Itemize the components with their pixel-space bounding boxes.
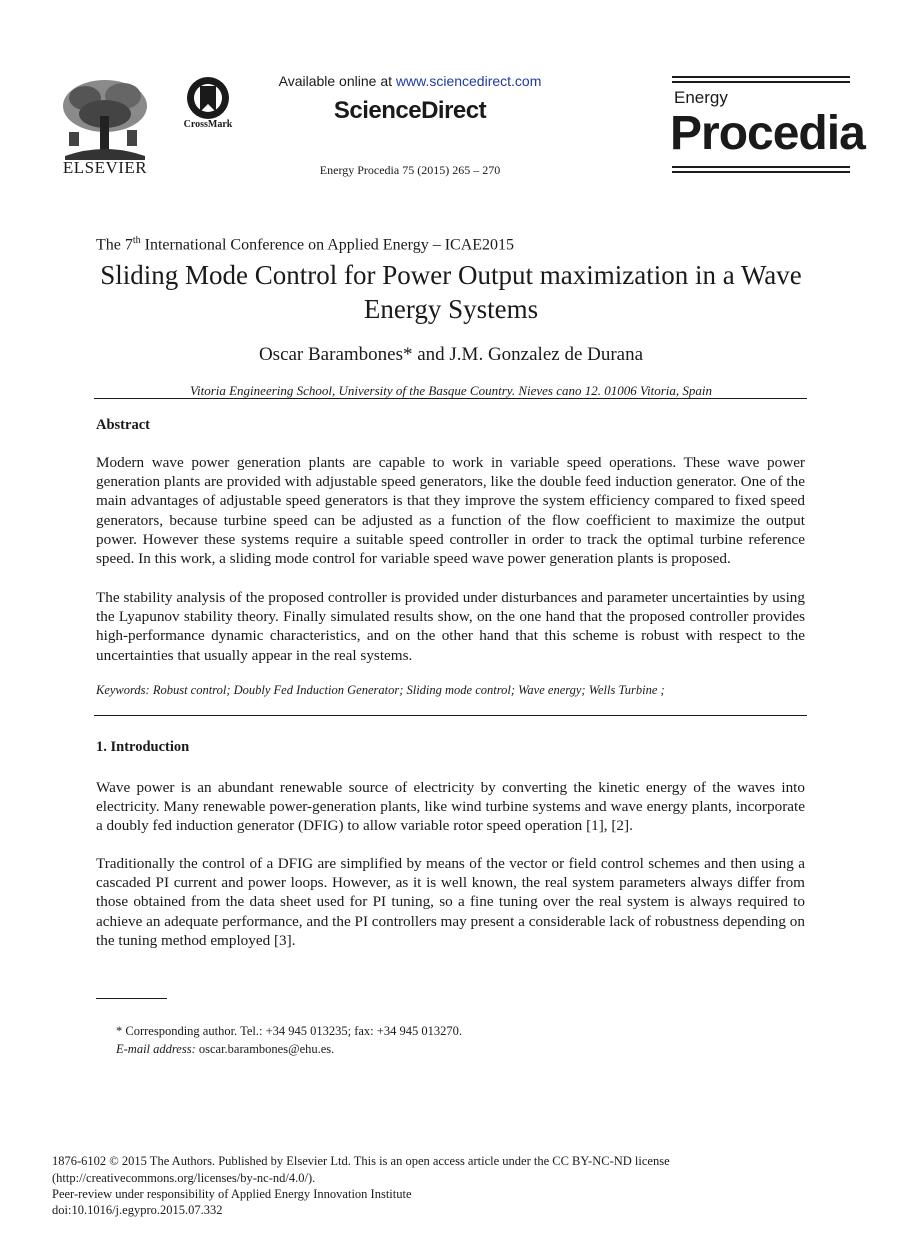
conference-prefix: The 7 bbox=[96, 236, 133, 254]
peer-review-line: Peer-review under responsibility of Applied Energy Innovation Institute bbox=[52, 1187, 412, 1201]
abstract-paragraph-1: Modern wave power generation plants are capable to work in variable speed operations. These wave power generation plants are provided with adjustable speed generators, like the double feed induction generator. One of the main advantages of adjustable speed generators is that they improve the system efficiency compared to fixed speed generators, because turbine speed can be adjusted as a function of the flow coefficient to maximize the output power. However these systems require a suitable speed controller in order to track the optimal turbine reference speed. In this work, a sliding mode control for variable speed wave power generation plants is proposed. bbox=[96, 454, 805, 568]
journal-reference: Energy Procedia 75 (2015) 265 – 270 bbox=[319, 163, 501, 177]
authors: Oscar Barambones* and J.M. Gonzalez de Durana bbox=[258, 344, 644, 365]
abstract-heading: Abstract bbox=[96, 417, 150, 433]
conference-line bbox=[96, 235, 514, 254]
sciencedirect-wordmark: ScienceDirect bbox=[333, 97, 487, 124]
brand-rule-top bbox=[672, 76, 850, 78]
brand-rule-bottom bbox=[672, 166, 850, 168]
introduction-paragraph-2: Traditionally the control of a DFIG are simplified by means of the vector or field control schemes and then using a cascaded PI current and power loops. However, as it is well known, the real system parameters always differ from those obtained from the data sheet used for PI tuning, so a fine tuning over the real system is always required to achieve an adequate performance, and the PI controllers may present a considerable lack of robustness depending on the tuning method employed [3]. bbox=[96, 855, 805, 949]
conference-sup: th bbox=[132, 235, 141, 246]
sciencedirect-link[interactable]: www.sciencedirect.com bbox=[395, 73, 542, 89]
affiliation-rule bbox=[94, 398, 807, 399]
introduction-heading: 1. Introduction bbox=[96, 739, 190, 755]
paper-title: Sliding Mode Control for Power Output maximization in a Wave Energy Systems bbox=[100, 260, 802, 324]
keywords: Keywords: Robust control; Doubly Fed Induction Generator; Sliding mode control; Wave energy; Wells Turbine ; bbox=[96, 683, 665, 697]
conference-suffix: International Conference on Applied Energy – ICAE2015 bbox=[140, 236, 515, 254]
email-label: E-mail address: bbox=[116, 1042, 196, 1056]
brand-rule-bottom-2 bbox=[672, 171, 850, 173]
brand-rule-top-2 bbox=[672, 81, 850, 83]
email-address[interactable]: oscar.barambones@ehu.es. bbox=[195, 1042, 335, 1056]
publisher-name: ELSEVIER bbox=[62, 158, 148, 177]
introduction-paragraph-1: Wave power is an abundant renewable source of electricity by converting the kinetic energy of the waves into electricity. Many renewable power-generation plants, like wind turbine systems and wave energy plants, incorporate a doubly fed induction generator (DFIG) to allow variable rotor speed operation [1], [2]. bbox=[96, 779, 805, 835]
affiliation: Vitoria Engineering School, University of the Basque Country. Nieves cano 12. 01006 Vitoria, Spain bbox=[190, 383, 712, 398]
keywords-rule bbox=[94, 715, 807, 716]
brand-procedia: Procedia bbox=[670, 107, 865, 160]
abstract-paragraph-2: The stability analysis of the proposed controller is provided under disturbances and parameter uncertainties by using the Lyapunov stability theory. Finally simulated results show, on the one hand that the proposed controller provides high-performance dynamic characteristics, and on the other hand that this scheme is robust with respect to the uncertainties that usually appear in the real systems. bbox=[96, 589, 805, 664]
license-url[interactable]: (http://creativecommons.org/licenses/by-nc-nd/4.0/). bbox=[52, 1171, 316, 1185]
available-online bbox=[260, 73, 560, 89]
footnote-rule bbox=[96, 998, 167, 999]
email-line bbox=[116, 1042, 334, 1057]
doi-line[interactable]: doi:10.1016/j.egypro.2015.07.332 bbox=[52, 1203, 223, 1217]
available-prefix: Available online at bbox=[278, 73, 396, 89]
crossmark-label: CrossMark bbox=[183, 119, 233, 130]
license-line: 1876-6102 © 2015 The Authors. Published by Elsevier Ltd. This is an open access article under the CC BY-NC-ND license bbox=[52, 1154, 670, 1168]
brand-energy: Energy bbox=[674, 88, 728, 107]
corresponding-author: * Corresponding author. Tel.: +34 945 013235; fax: +34 945 013270. bbox=[116, 1024, 462, 1038]
